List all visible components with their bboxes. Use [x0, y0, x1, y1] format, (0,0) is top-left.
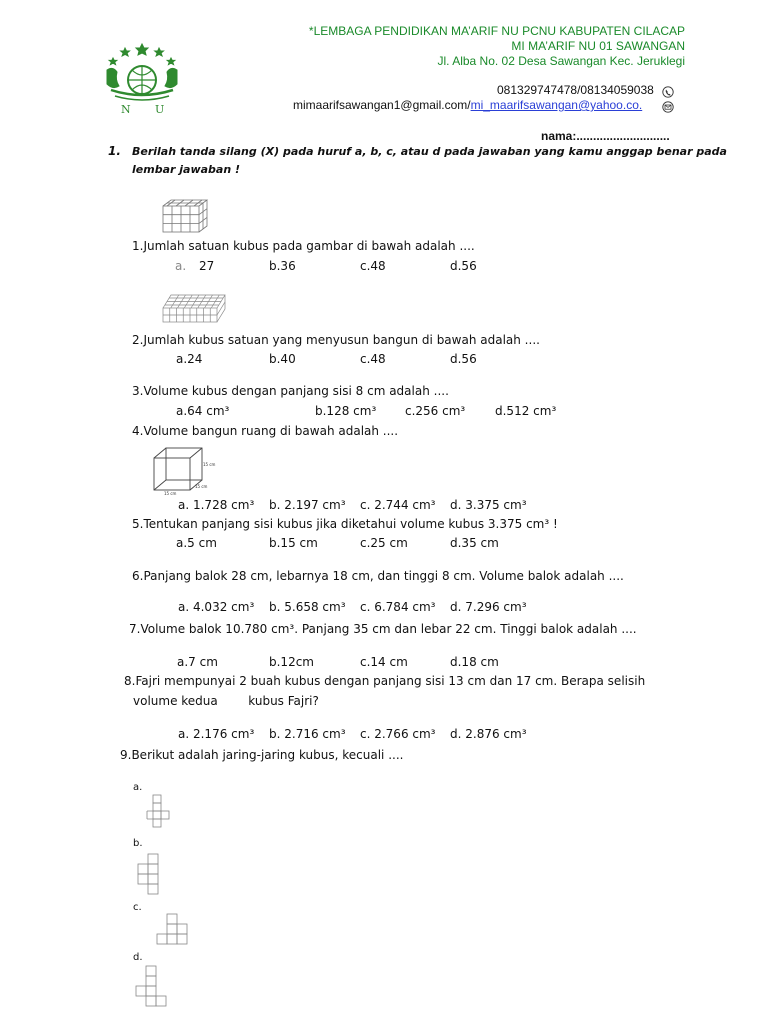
q2-text: 2.Jumlah kubus satuan yang menyusun bangun di bawah adalah .... — [132, 333, 540, 347]
q4-option-d[interactable]: d. 3.375 cm³ — [450, 498, 527, 512]
instruction-line-1: Berilah tanda silang (X) pada huruf a, b, c, atau d pada jawaban yang kamu anggap benar pada — [132, 145, 727, 158]
q2-option-d[interactable]: d.56 — [450, 352, 477, 366]
q7-option-c[interactable]: c.14 cm — [360, 655, 408, 669]
q7-option-b[interactable]: b.12cm — [269, 655, 314, 669]
q1-option-c[interactable]: c.48 — [360, 259, 386, 273]
q8-option-c[interactable]: c. 2.766 cm³ — [360, 727, 436, 741]
q3-option-c[interactable]: c.256 cm³ — [405, 404, 466, 418]
header-email-line — [293, 98, 642, 112]
q4-option-b[interactable]: b. 2.197 cm³ — [269, 498, 346, 512]
q1-option-b[interactable]: b.36 — [269, 259, 296, 273]
q4-label-length: 15 cm — [164, 491, 177, 496]
mail-icon — [662, 101, 674, 113]
header-address: Jl. Alba No. 02 Desa Sawangan Kec. Jeruklegi — [437, 54, 685, 68]
logo-letter-u: U — [155, 103, 165, 116]
q5-option-a[interactable]: a.5 cm — [176, 536, 217, 550]
q9-option-a-label[interactable]: a. — [133, 782, 143, 793]
q9-option-d-label[interactable]: d. — [133, 952, 143, 963]
q4-option-c[interactable]: c. 2.744 cm³ — [360, 498, 436, 512]
q1-option-a-letter[interactable]: a. — [175, 259, 187, 273]
header-foundation: *LEMBAGA PENDIDIKAN MA’ARIF NU PCNU KABUPATEN CILACAP — [308, 24, 685, 38]
q3-option-a[interactable]: a.64 cm³ — [176, 404, 230, 418]
q5-text: 5.Tentukan panjang sisi kubus jika diketahui volume kubus 3.375 cm³ ! — [132, 517, 558, 531]
q8-text-line-2: volume kedua kubus Fajri? — [133, 694, 319, 708]
q7-option-d[interactable]: d.18 cm — [450, 655, 499, 669]
q6-text: 6.Panjang balok 28 cm, lebarnya 18 cm, dan tinggi 8 cm. Volume balok adalah .... — [132, 569, 624, 583]
q2-option-b[interactable]: b.40 — [269, 352, 296, 366]
q3-option-d[interactable]: d.512 cm³ — [495, 404, 557, 418]
q8-option-d[interactable]: d. 2.876 cm³ — [450, 727, 527, 741]
q9-net-b — [132, 852, 168, 896]
q8-option-a[interactable]: a. 2.176 cm³ — [178, 727, 255, 741]
q2-block-figure — [162, 294, 226, 324]
q9-net-a — [145, 794, 171, 834]
header-school-name: MI MA’ARIF NU 01 SAWANGAN — [511, 39, 685, 53]
q3-text: 3.Volume kubus dengan panjang sisi 8 cm adalah .... — [132, 384, 449, 398]
instruction-number: 1. — [108, 144, 121, 158]
q6-option-c[interactable]: c. 6.784 cm³ — [360, 600, 436, 614]
q4-label-height: 15 cm — [203, 462, 216, 467]
q9-option-c-label[interactable]: c. — [133, 902, 142, 913]
school-logo — [103, 40, 181, 118]
header-email-gmail: mimaarifsawangan1@gmail.com/ — [293, 98, 471, 112]
q9-net-d — [132, 964, 168, 1012]
q4-label-width: 15 cm — [195, 484, 208, 489]
q2-option-a[interactable]: a.24 — [176, 352, 203, 366]
phone-icon — [662, 86, 674, 98]
q9-text: 9.Berikut adalah jaring-jaring kubus, kecuali .... — [120, 748, 404, 762]
q7-text: 7.Volume balok 10.780 cm³. Panjang 35 cm dan lebar 22 cm. Tinggi balok adalah .... — [129, 622, 637, 636]
student-name-field[interactable]: nama:............................ — [541, 129, 670, 143]
q3-option-b[interactable]: b.128 cm³ — [315, 404, 377, 418]
q9-net-c — [155, 912, 189, 946]
q8-option-b[interactable]: b. 2.716 cm³ — [269, 727, 346, 741]
q5-option-b[interactable]: b.15 cm — [269, 536, 318, 550]
q1-text: 1.Jumlah satuan kubus pada gambar di bawah adalah .... — [132, 239, 475, 253]
q7-option-a[interactable]: a.7 cm — [177, 655, 218, 669]
header-email-yahoo-link[interactable]: mi_maarifsawangan@yahoo.co. — [470, 98, 643, 112]
q6-option-a[interactable]: a. 4.032 cm³ — [178, 600, 255, 614]
q9-option-b-label[interactable]: b. — [133, 838, 143, 849]
q4-option-a[interactable]: a. 1.728 cm³ — [178, 498, 255, 512]
q6-option-d[interactable]: d. 7.296 cm³ — [450, 600, 527, 614]
q4-cube-figure — [152, 446, 214, 496]
q1-cube-figure — [162, 198, 210, 234]
q6-option-b[interactable]: b. 5.658 cm³ — [269, 600, 346, 614]
q4-text: 4.Volume bangun ruang di bawah adalah .... — [132, 424, 399, 438]
q5-option-d[interactable]: d.35 cm — [450, 536, 499, 550]
q2-option-c[interactable]: c.48 — [360, 352, 386, 366]
q8-text-line-1: 8.Fajri mempunyai 2 buah kubus dengan panjang sisi 13 cm dan 17 cm. Berapa selisih — [124, 674, 646, 688]
q1-option-a-value[interactable]: 27 — [199, 259, 215, 273]
instruction-line-2: lembar jawaban ! — [132, 163, 240, 176]
header-phone: 081329747478/08134059038 — [497, 83, 654, 97]
q5-option-c[interactable]: c.25 cm — [360, 536, 408, 550]
q1-option-d[interactable]: d.56 — [450, 259, 477, 273]
logo-letter-n: N — [121, 103, 131, 116]
